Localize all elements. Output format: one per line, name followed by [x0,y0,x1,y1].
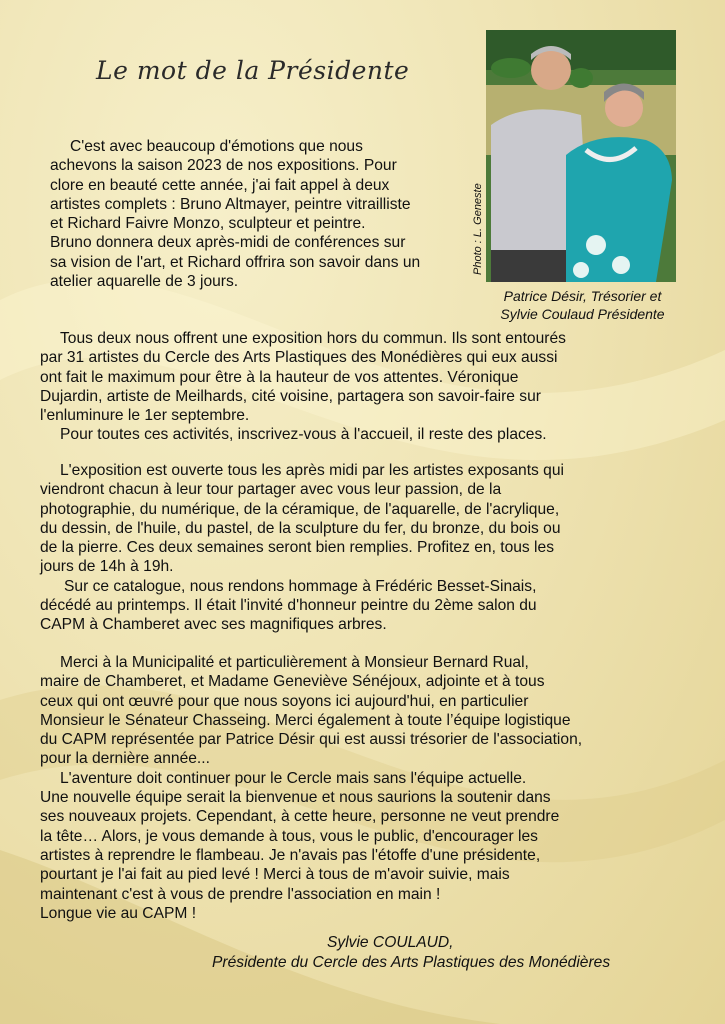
text-line: C'est avec beaucoup d'émotions que nous [70,138,363,155]
paragraph-schedule [40,461,564,635]
text-line: Une nouvelle équipe serait la bienvenue et nous saurions la soutenir dans [40,789,551,807]
text-line: la tête… Alors, je vous demande à tous, vous le public, d'encourager les [40,827,538,845]
text-line: l'enluminure le 1er septembre. [40,407,250,425]
text-line: achevons la saison 2023 de nos expositions. Pour [50,157,397,175]
text-line: et Richard Faivre Monzo, sculpteur et peintre. [50,215,366,233]
text-line: jours de 14h à 19h. [40,558,174,576]
text-line: ceux qui ont œuvré pour que nous soyons ici aujourd'hui, en particulier [40,692,529,710]
photo-couple [486,30,676,282]
text-line: CAPM à Chamberet avec ses magnifiques arbres. [40,616,387,634]
signature-name: Sylvie COULAUD, [327,934,454,951]
caption-line: Patrice Désir, Trésorier et [503,288,662,304]
text-line: sa vision de l'art, et Richard offrira son savoir dans un [50,253,421,271]
text-line: viendront chacun à leur tour partager avec vous leur passion, de la [40,481,502,499]
text-line: atelier aquarelle de 3 jours. [50,273,239,291]
caption-line: Sylvie Coulaud Présidente [500,306,665,322]
text-line: Pour toutes ces activités, inscrivez-vous à l'accueil, il reste des places. [60,426,547,444]
text-line: Merci à la Municipalité et particulièrement à Monsieur Bernard Rual, [60,654,529,671]
text-line: Tous deux nous offrent une exposition hors du commun. Ils sont entourés [60,330,566,347]
paragraph-intro [50,137,420,291]
text-line: par 31 artistes du Cercle des Arts Plastiques des Monédières qui eux aussi [40,349,558,367]
text-line: ont fait le maximum pour être à la hauteur de vos attentes. Véronique [40,368,519,386]
text-line: maintenant c'est à vous de prendre l'association en main ! [40,885,441,903]
page-title: Le mot de la Présidente [96,56,410,85]
text-line: artistes à reprendre le flambeau. Je n'avais pas l'étoffe d'une présidente, [40,846,541,864]
text-line: du CAPM représentée par Patrice Désir qui est aussi trésorier de l'association, [40,731,583,749]
signature-role: Présidente du Cercle des Arts Plastiques des Monédières [212,954,611,971]
text-line: Sur ce catalogue, nous rendons hommage à Frédéric Besset-Sinais, [64,577,537,595]
text-line: artistes complets : Bruno Altmayer, peintre vitrailliste [50,195,411,213]
text-line: ses nouveaux projets. Cependant, à cette heure, personne ne veut prendre [40,808,560,826]
text-line: L'exposition est ouverte tous les après midi par les artistes exposants qui [60,462,564,479]
paragraph-thanks [40,653,582,923]
text-line: Dujardin, artiste de Meilhards, cité voisine, partagera son savoir-faire sur [40,387,541,405]
photo-credit: Photo : L. Geneste [472,183,484,275]
text-line: L'aventure doit continuer pour le Cercle mais sans l'équipe actuelle. [60,769,527,787]
text-line: pour la dernière année... [40,750,210,768]
text-line: clore en beauté cette année, j'ai fait appel à deux [50,176,390,194]
text-line: pourtant je l'ai fait au pied levé ! Merci à tous de m'avoir suivie, mais [40,866,510,884]
text-line: photographie, du numérique, de la céramique, de l'aquarelle, de l'acrylique, [40,500,560,518]
text-line: maire de Chamberet, et Madame Geneviève Sénéjoux, adjointe et à tous [40,673,545,691]
photo-caption [470,287,695,323]
text-line: de la pierre. Ces deux semaines seront bien remplies. Profitez en, tous les [40,539,554,557]
paragraph-exhibition [40,329,566,445]
text-line: Monsieur le Sénateur Chasseing. Merci également à toute l’équipe logistique [40,711,571,729]
text-line: Longue vie au CAPM ! [40,904,197,922]
text-line: Bruno donnera deux après-midi de conférences sur [50,234,406,252]
text-line: décédé au printemps. Il était l'invité d'honneur peintre du 2ème salon du [40,597,537,615]
text-line: du dessin, de l'huile, du pastel, de la sculpture du fer, du bronze, du bois ou [40,519,561,537]
